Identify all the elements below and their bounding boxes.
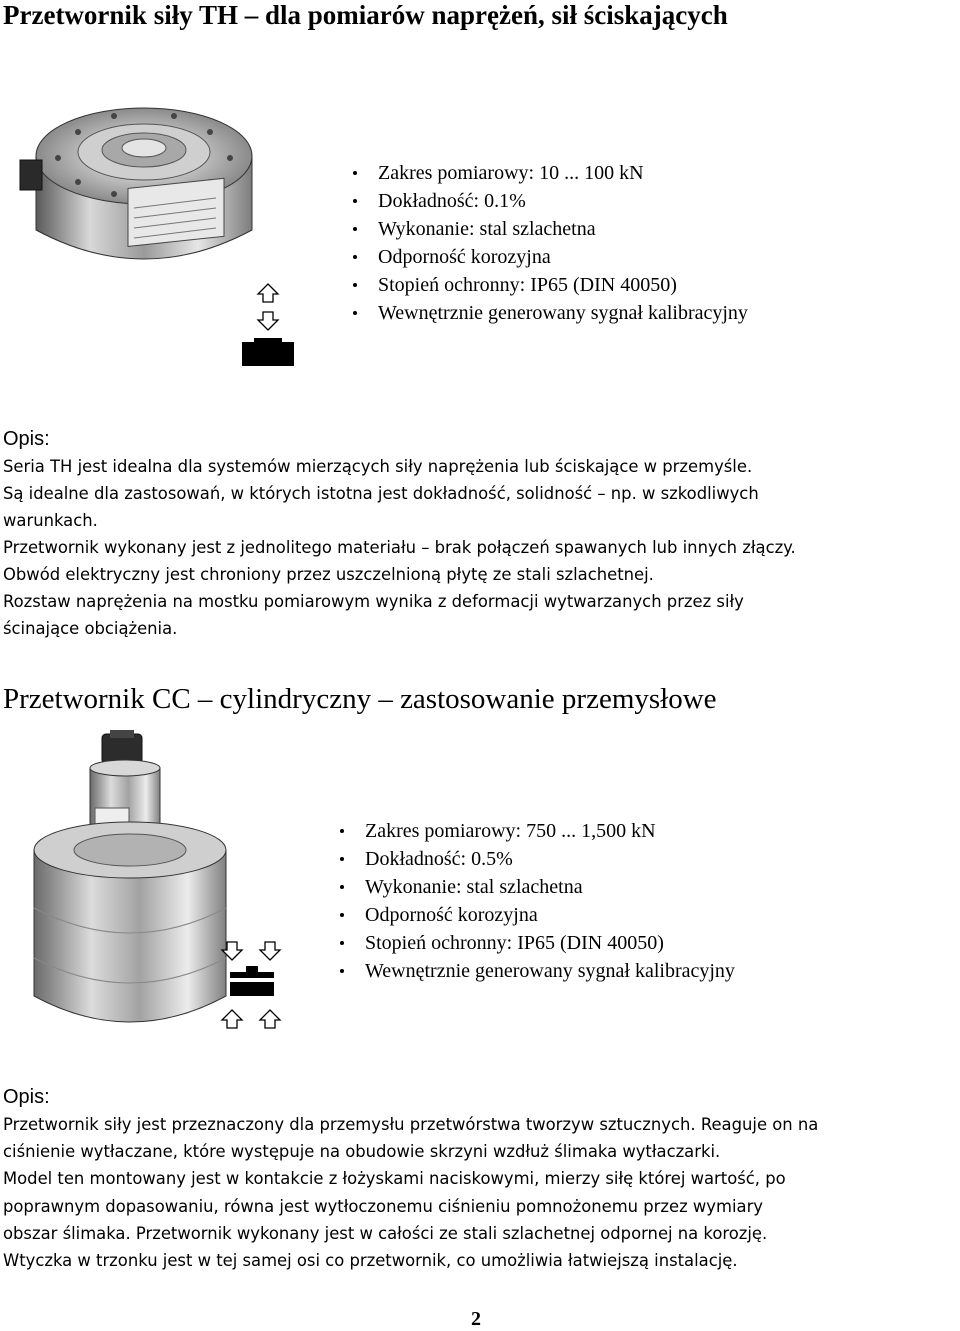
section1-description [3, 453, 796, 642]
section1-opis-label: Opis: [3, 428, 50, 450]
description-line: Wtyczka w trzonku jest w tej samej osi co przetwornik, co umożliwia łatwiejszą instalację. [3, 1251, 738, 1271]
spec-item: Stopień ochronny: IP65 (DIN 40050) [337, 929, 735, 957]
th-load-cell-photo [18, 98, 270, 280]
section2-title: Przetwornik CC – cylindryczny – zastosowanie przemysłowe [3, 683, 717, 715]
spec-item: Zakres pomiarowy: 10 ... 100 kN [350, 159, 748, 187]
spec-item: Wykonanie: stal szlachetna [337, 873, 735, 901]
description-line: Seria TH jest idealna dla systemów mierzących siły naprężenia lub ściskające w przemyśle. [3, 457, 753, 476]
description-line: Przetwornik wykonany jest z jednolitego materiału – brak połączeń spawanych lub innych złączy. [3, 538, 796, 557]
section2-spec-list [337, 817, 735, 985]
section2-opis-label: Opis: [3, 1086, 50, 1108]
spec-item: Stopień ochronny: IP65 (DIN 40050) [350, 271, 748, 299]
spec-item: Wykonanie: stal szlachetna [350, 215, 748, 243]
description-line: obszar ślimaka. Przetwornik wykonany jest w całości ze stali szlachetnej odpornej na korozję. [3, 1223, 768, 1243]
description-line: Model ten montowany jest w kontakcie z łożyskami naciskowymi, mierzy siłę której wartość, po [3, 1169, 786, 1189]
spec-item: Wewnętrznie generowany sygnał kalibracyjny [350, 299, 748, 327]
spec-item: Odporność korozyjna [350, 243, 748, 271]
description-line: Obwód elektryczny jest chroniony przez uszczelnioną płytę ze stali szlachetnej. [3, 565, 654, 584]
spec-item: Dokładność: 0.1% [350, 187, 748, 215]
force-direction-symbol-compression [220, 940, 284, 1032]
section2-description [3, 1111, 818, 1274]
description-line: Są idealne dla zastosowań, w których istotna jest dokładność, solidność – np. w szkodliwych [3, 484, 759, 503]
spec-item: Dokładność: 0.5% [337, 845, 735, 873]
page-number: 2 [471, 1308, 481, 1330]
spec-item: Wewnętrznie generowany sygnał kalibracyjny [337, 957, 735, 985]
spec-item: Zakres pomiarowy: 750 ... 1,500 kN [337, 817, 735, 845]
description-line: ścinające obciążenia. [3, 619, 178, 638]
description-line: poprawnym dopasowaniu, równa jest wytłoczonemu ciśnieniu pomnożonemu przez wymiary [3, 1196, 764, 1216]
section1-spec-list [350, 159, 748, 327]
spec-item: Odporność korozyjna [337, 901, 735, 929]
section1-title: Przetwornik siły TH – dla pomiarów naprężeń, sił ściskających [3, 0, 728, 30]
description-line: warunkach. [3, 511, 98, 530]
force-direction-symbol-tension-compression [240, 282, 298, 370]
cc-load-cell-photo [30, 728, 240, 1048]
description-line: ciśnienie wytłaczane, które występuje na obudowie skrzyni wzdłuż ślimaka wytłaczarki. [3, 1142, 721, 1162]
description-line: Przetwornik siły jest przeznaczony dla przemysłu przetwórstwa tworzyw sztucznych. Reaguje on na [3, 1115, 819, 1134]
description-line: Rozstaw naprężenia na mostku pomiarowym wynika z deformacji wytwarzanych przez siły [3, 592, 744, 611]
